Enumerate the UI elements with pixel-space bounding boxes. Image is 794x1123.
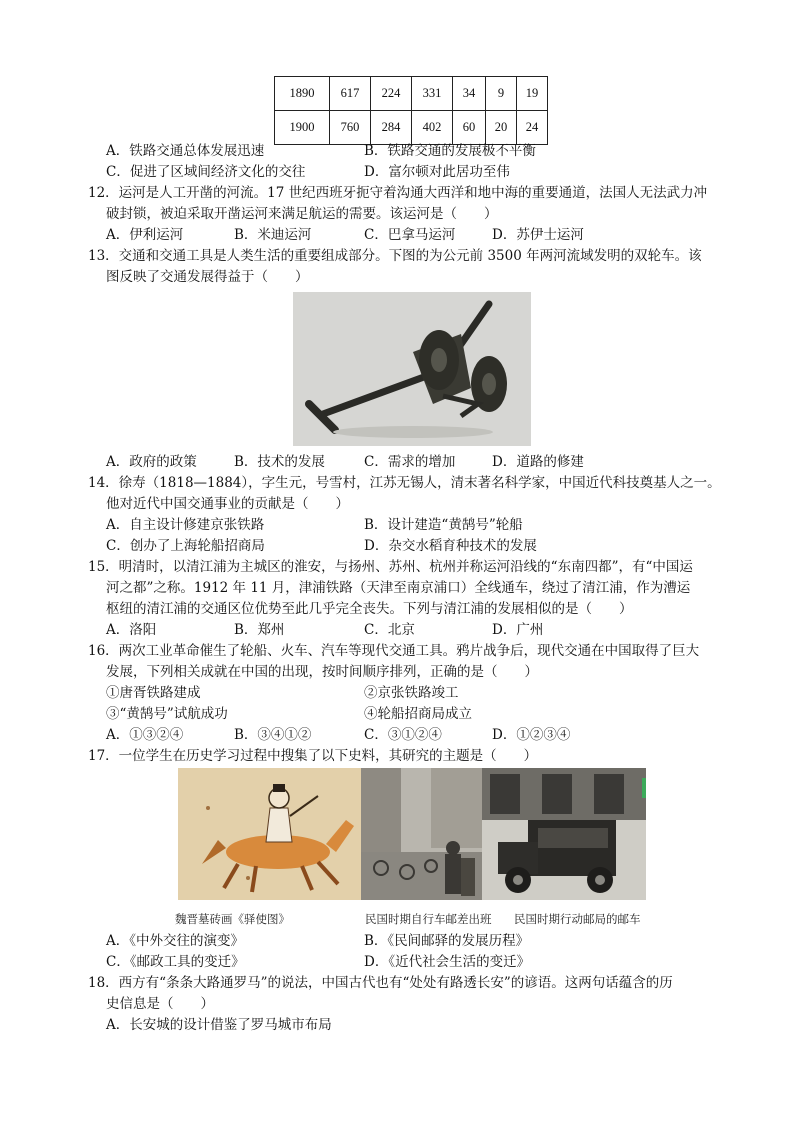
q13-stem-line1: 13．交通和交通工具是人类生活的重要组成部分。下图的为公元前 3500 年两河流域发明的双轮车。该: [88, 248, 702, 264]
q17-option-b[interactable]: B．《民间邮驿的发展历程》: [364, 933, 530, 949]
q16-item-4: ④轮船招商局成立: [364, 706, 472, 722]
q14-stem-line2: 他对近代中国交通事业的贡献是（ ）: [106, 496, 349, 512]
table-cell: 34: [453, 77, 486, 111]
q16-option-d[interactable]: D．①②③④: [492, 727, 571, 743]
q14-option-a[interactable]: A．自主设计修建京张铁路: [106, 517, 265, 533]
data-table: [274, 76, 548, 145]
q14-option-b[interactable]: B．设计建造“黄鹄号”轮船: [364, 517, 523, 533]
table-cell: 1900: [275, 111, 330, 145]
table-cell: 19: [517, 77, 548, 111]
q12-option-d[interactable]: D．苏伊士运河: [492, 227, 584, 243]
q16-stem-line2: 发展，下列相关成就在中国的出现，按时间顺序排列，正确的是（ ）: [106, 664, 538, 680]
q16-option-a[interactable]: A．①③②④: [106, 727, 184, 743]
q15-option-d[interactable]: D．广州: [492, 622, 544, 638]
q11-option-a[interactable]: A．铁路交通总体发展迅速: [106, 143, 265, 159]
q16-item-1: ①唐胥铁路建成: [106, 685, 201, 701]
q17-option-d[interactable]: D．《近代社会生活的变迁》: [364, 954, 531, 970]
table-row: [275, 77, 548, 111]
q18-stem-line2: 史信息是（ ）: [106, 996, 214, 1012]
q11-option-b[interactable]: B．铁路交通的发展极不平衡: [364, 143, 536, 159]
q11-option-c[interactable]: C．促进了区域间经济文化的交往: [106, 164, 306, 180]
q12-option-c[interactable]: C．巴拿马运河: [364, 227, 456, 243]
q11-option-d[interactable]: D．富尔顿对此居功至伟: [364, 164, 510, 180]
q12-stem-line1: 12．运河是人工开凿的河流。17 世纪西班牙扼守着沟通大西洋和地中海的重要通道，法国人无法武力冲: [88, 185, 708, 201]
table-cell: 24: [517, 111, 548, 145]
q12-option-b[interactable]: B．米迪运河: [234, 227, 312, 243]
q18-option-a[interactable]: A．长安城的设计借鉴了罗马城市布局: [106, 1017, 332, 1033]
q18-stem-line1: 18．西方有“条条大路通罗马”的说法，中国古代也有“处处有路透长安”的谚语。这两句话蕴含的历: [88, 975, 673, 991]
q13-option-a[interactable]: A．政府的政策: [106, 454, 197, 470]
q12-stem-line2: 破封锁，被迫采取开凿运河来满足航运的需要。该运河是（ ）: [106, 206, 498, 222]
q15-stem-line3: 枢纽的清江浦的交通区位优势至此几乎完全丧失。下列与清江浦的发展相似的是（ ）: [106, 601, 633, 617]
q13-option-c[interactable]: C．需求的增加: [364, 454, 456, 470]
q16-item-2: ②京张铁路竣工: [364, 685, 459, 701]
bicycle-postmen-photo: [361, 768, 482, 900]
q14-option-d[interactable]: D．杂交水稻育种技术的发展: [364, 538, 537, 554]
q15-stem-line1: 15．明清时，以清江浦为主城区的淮安，与扬州、苏州、杭州并称运河沿线的“东南四都”，有“中国运: [88, 559, 693, 575]
table-row: [275, 111, 548, 145]
table-cell: 331: [412, 77, 453, 111]
q17-option-c[interactable]: C．《邮政工具的变迁》: [106, 954, 245, 970]
table-cell: 9: [486, 77, 517, 111]
chariot-image: [293, 292, 531, 446]
q16-stem-line1: 16．两次工业革命催生了轮船、火车、汽车等现代交通工具。鸦片战争后，现代交通在中国取得了巨大: [88, 643, 700, 659]
q13-stem-line2: 图反映了交通发展得益于（ ）: [106, 269, 309, 285]
q15-option-c[interactable]: C．北京: [364, 622, 415, 638]
q15-stem-line2: 河之都”之称。1912 年 11 月，津浦铁路（天津至南京浦口）全线通车，绕过了清江浦，作为漕运: [106, 580, 691, 596]
q13-option-d[interactable]: D．道路的修建: [492, 454, 584, 470]
caption-painting: 魏晋墓砖画《驿使图》: [175, 912, 290, 926]
q12-option-a[interactable]: A．伊利运河: [106, 227, 184, 243]
q16-option-c[interactable]: C．③①②④: [364, 727, 442, 743]
table-cell: 284: [371, 111, 412, 145]
q17-stem-line1: 17．一位学生在历史学习过程中搜集了以下史料，其研究的主题是（ ）: [88, 748, 538, 764]
chariot-illustration: [293, 292, 531, 446]
q13-option-b[interactable]: B．技术的发展: [234, 454, 325, 470]
table-cell: 617: [330, 77, 371, 111]
q16-option-b[interactable]: B．③④①②: [234, 727, 312, 743]
postal-courier-painting: [178, 768, 361, 900]
q15-option-b[interactable]: B．郑州: [234, 622, 285, 638]
table-cell: 20: [486, 111, 517, 145]
table-cell: 1890: [275, 77, 330, 111]
mail-truck-photo: [482, 768, 646, 900]
q17-option-a[interactable]: A．《中外交往的演变》: [106, 933, 244, 949]
caption-mail-truck: 民国时期行动邮局的邮车: [514, 912, 641, 926]
q16-item-3: ③“黄鹄号”试航成功: [106, 706, 228, 722]
q15-option-a[interactable]: A．洛阳: [106, 622, 157, 638]
table-cell: 224: [371, 77, 412, 111]
table-cell: 60: [453, 111, 486, 145]
table-cell: 760: [330, 111, 371, 145]
q14-stem-line1: 14．徐寿（1818—1884），字生元，号雪村，江苏无锡人，清末著名科学家，中国近代科技奠基人之一。: [88, 475, 721, 491]
table-cell: 402: [412, 111, 453, 145]
q14-option-c[interactable]: C．创办了上海轮船招商局: [106, 538, 265, 554]
caption-bicycle-postmen: 民国时期自行车邮差出班: [365, 912, 492, 926]
